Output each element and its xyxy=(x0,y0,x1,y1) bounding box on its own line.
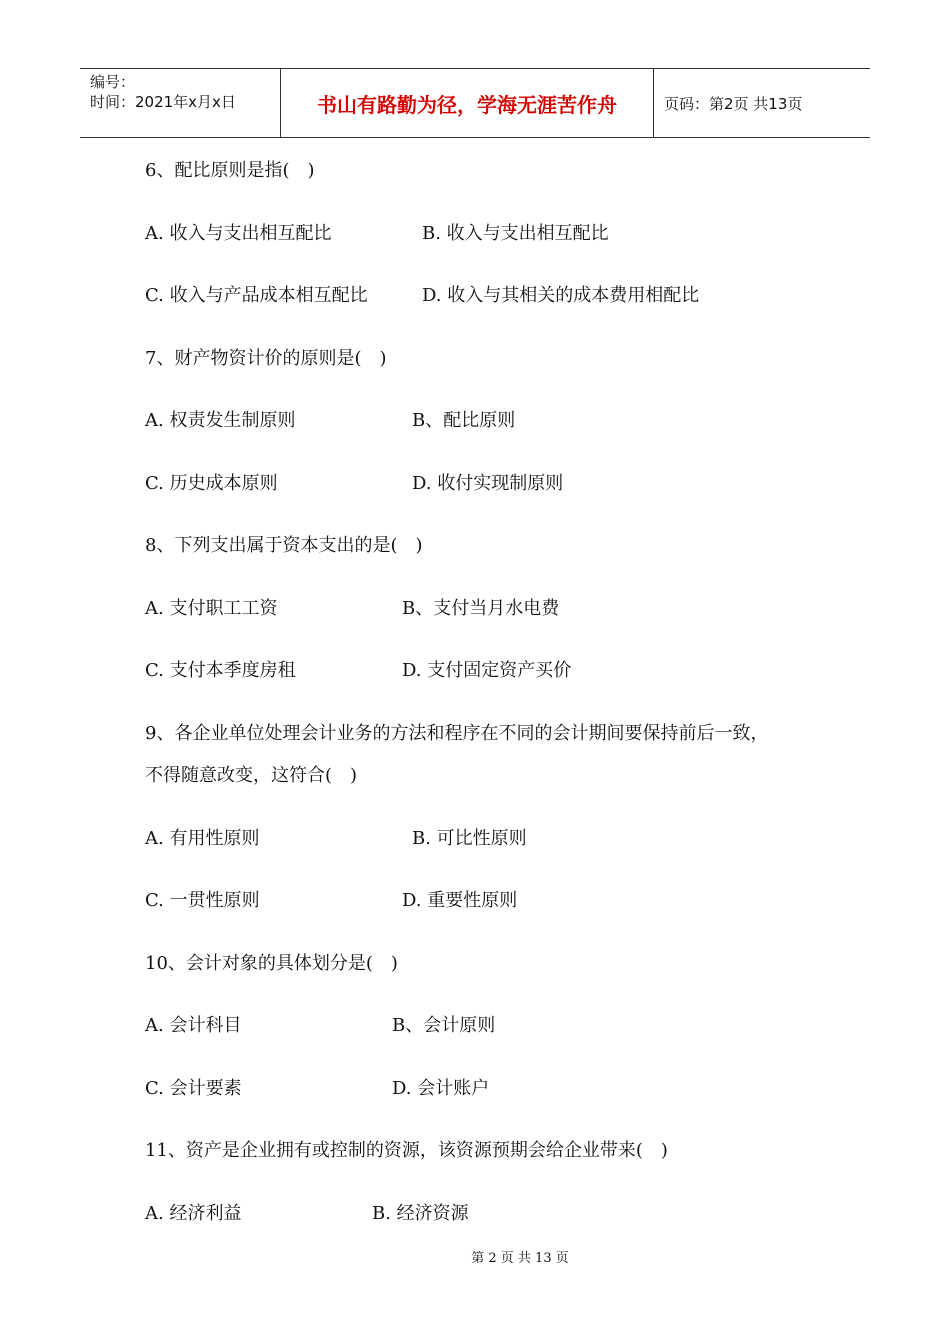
option-d: D. 支付固定资产买价 xyxy=(402,660,572,681)
option-c: C. 一贯性原则 xyxy=(145,890,260,911)
option-c: C. 支付本季度房租 xyxy=(145,660,296,681)
header-page-label: 页码：第2页 共13页 xyxy=(664,94,803,113)
option-d: D. 重要性原则 xyxy=(402,890,518,911)
option-a: A. 有用性原则 xyxy=(145,828,260,849)
number-label: 编号： xyxy=(90,73,136,91)
option-b: B. 经济资源 xyxy=(372,1203,469,1224)
option-c: C. 收入与产品成本相互配比 xyxy=(145,285,368,306)
header-meta xyxy=(80,69,281,137)
time-label: 时间：2021年x月x日 xyxy=(90,93,236,111)
option-b: B、配比原则 xyxy=(412,410,516,431)
option-a: A. 经济利益 xyxy=(145,1203,242,1224)
option-c: C. 会计要素 xyxy=(145,1078,242,1099)
question-stem: 6、配比原则是指( ) xyxy=(145,160,315,181)
page-header xyxy=(80,68,870,138)
option-d: D. 会计账户 xyxy=(392,1078,490,1099)
header-motto: 书山有路勤为径，学海无涯苦作舟 xyxy=(281,69,654,137)
question-stem: 10、会计对象的具体划分是( ) xyxy=(145,953,398,974)
page-footer: 第 2 页 共 13 页 xyxy=(471,1251,569,1266)
option-d: D. 收入与其相关的成本费用相配比 xyxy=(422,285,700,306)
question-stem: 11、资产是企业拥有或控制的资源，该资源预期会给企业带来( ) xyxy=(145,1140,668,1161)
option-a: A. 权责发生制原则 xyxy=(145,410,296,431)
option-d: D. 收付实现制原则 xyxy=(412,473,564,494)
option-b: B. 可比性原则 xyxy=(412,828,527,849)
option-c: C. 历史成本原则 xyxy=(145,473,278,494)
option-b: B、会计原则 xyxy=(392,1015,496,1036)
question-stem: 8、下列支出属于资本支出的是( ) xyxy=(145,535,423,556)
option-b: B. 收入与支出相互配比 xyxy=(422,223,609,244)
question-stem: 7、财产物资计价的原则是( ) xyxy=(145,348,387,369)
question-stem-continued: 不得随意改变，这符合( ) xyxy=(145,765,358,786)
question-stem: 9、各企业单位处理会计业务的方法和程序在不同的会计期间要保持前后一致， xyxy=(145,723,769,744)
option-a: A. 会计科目 xyxy=(145,1015,242,1036)
option-a: A. 收入与支出相互配比 xyxy=(145,223,332,244)
option-a: A. 支付职工工资 xyxy=(145,598,278,619)
option-b: B、支付当月水电费 xyxy=(402,598,560,619)
